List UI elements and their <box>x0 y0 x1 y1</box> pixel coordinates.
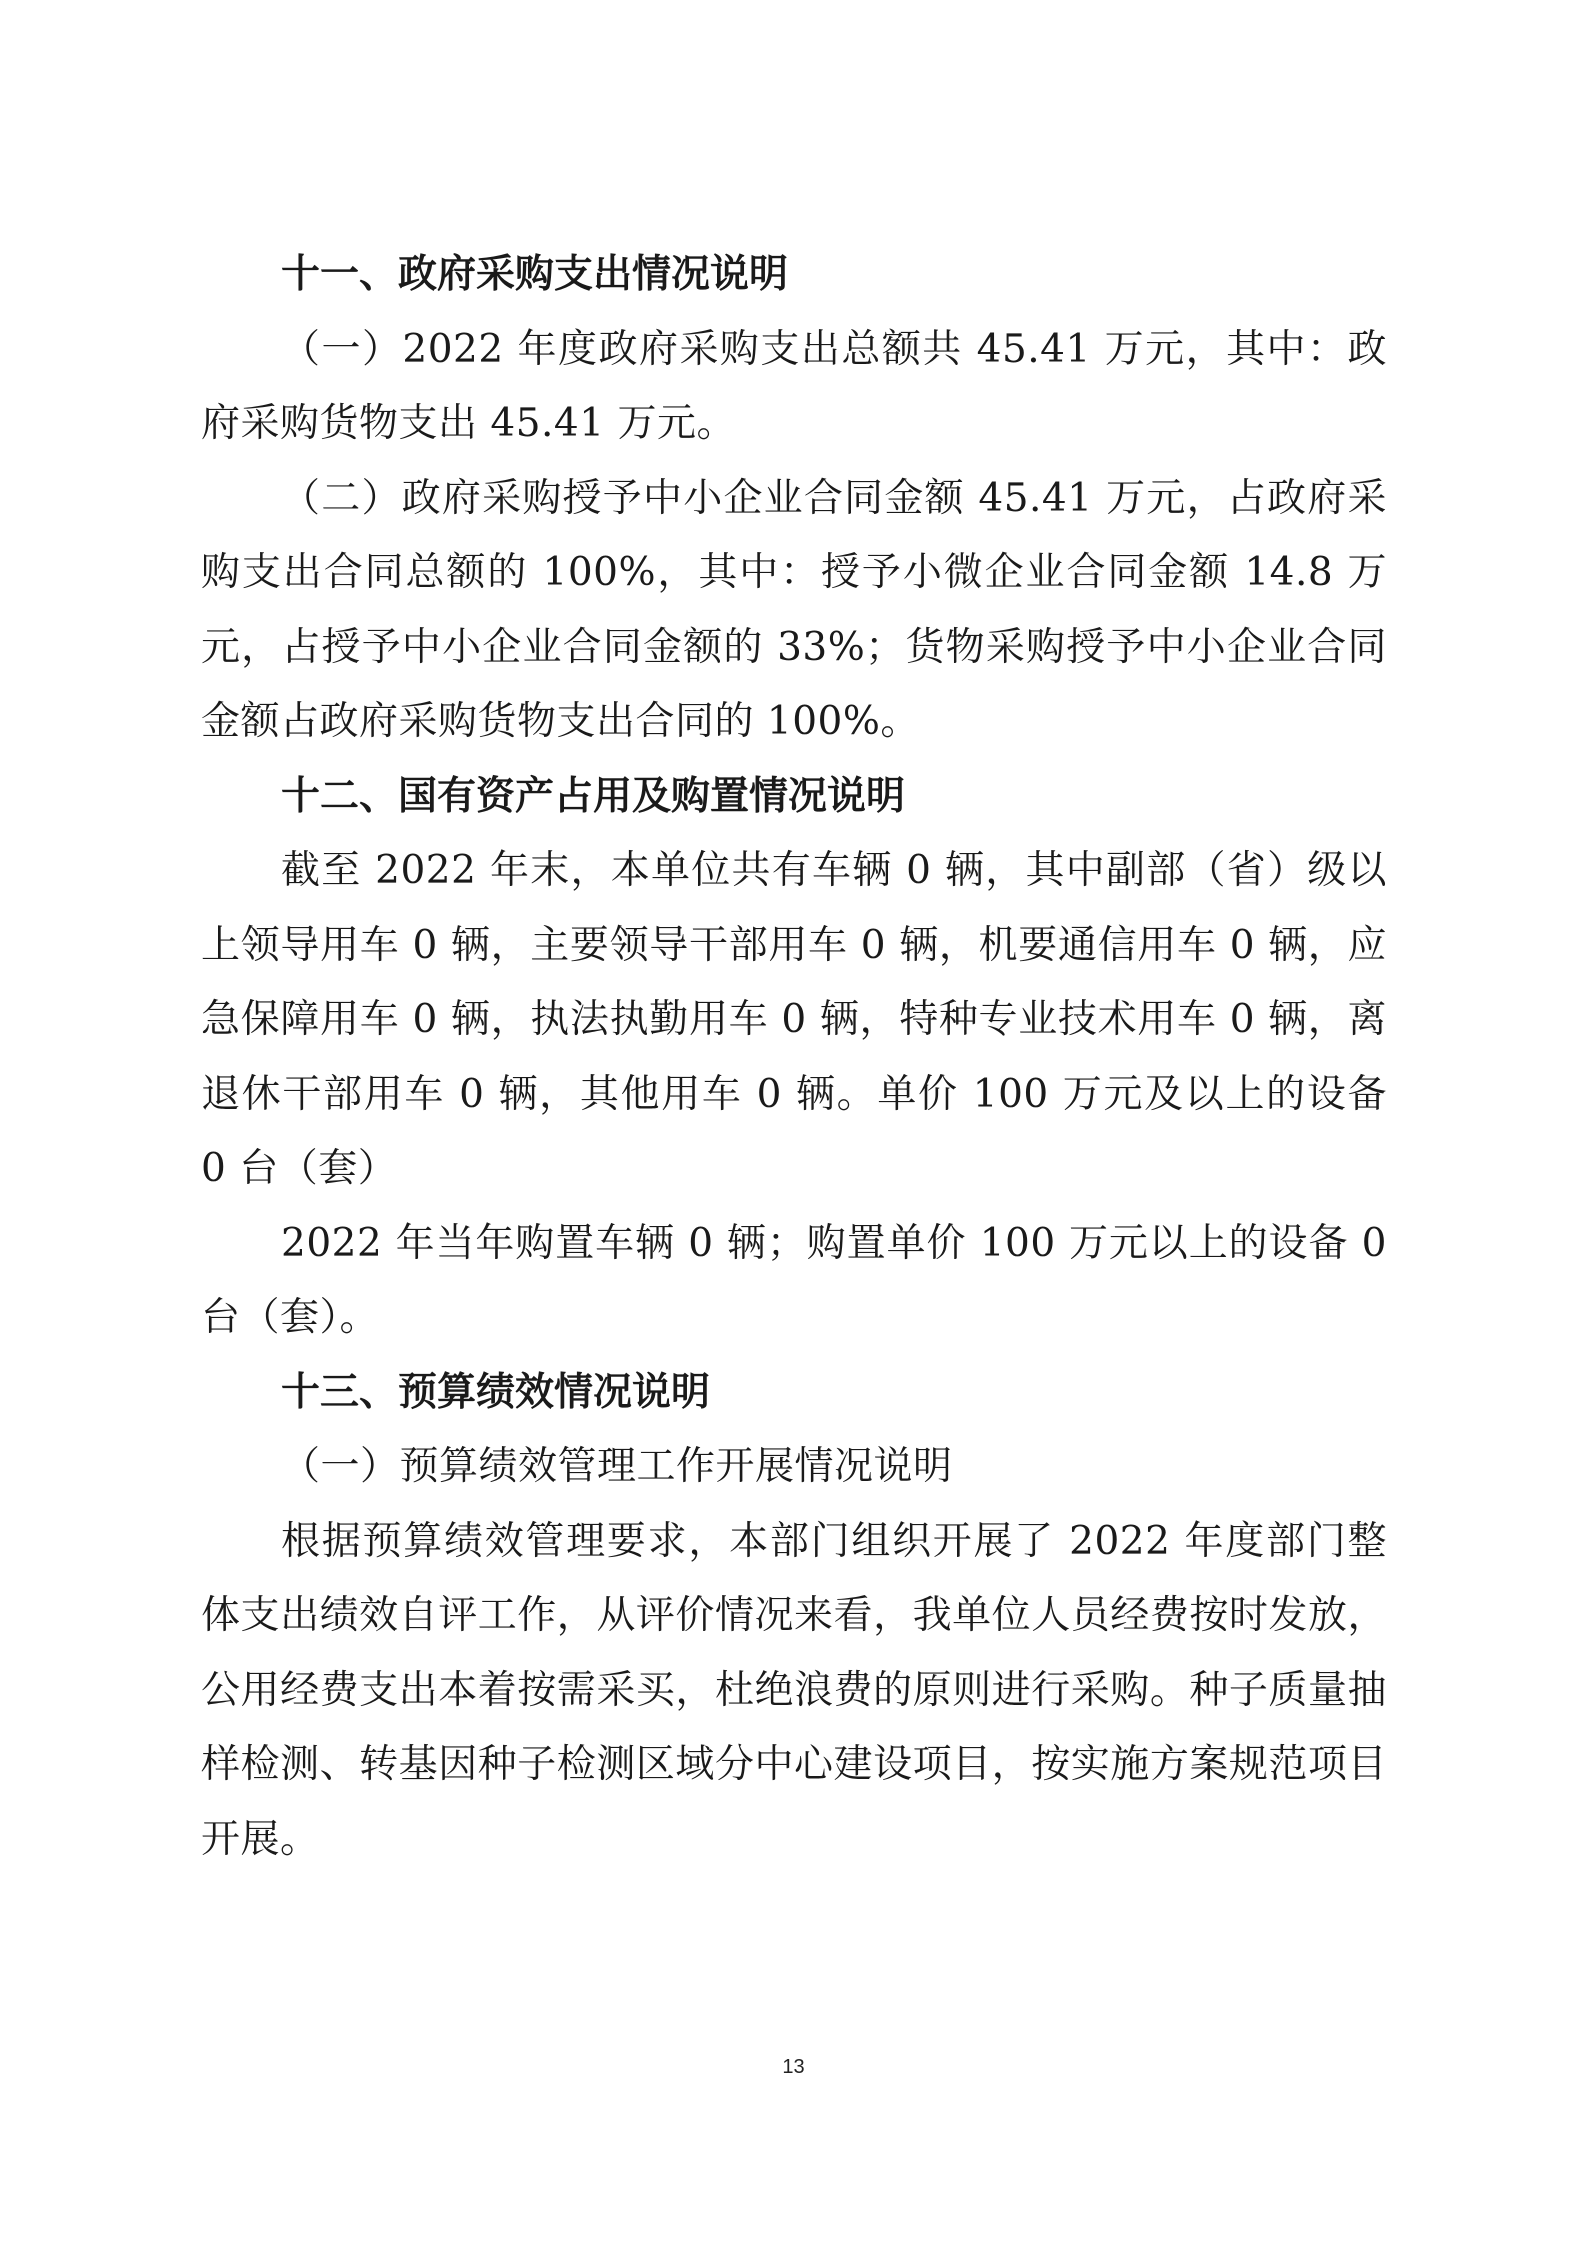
paragraph-13-1: 根据预算绩效管理要求，本部门组织开展了 2022 年度部门整体支出绩效自评工作，从评价情况来看，我单位人员经费按时发放，公用经费支出本着按需采买，杜绝浪费的原则进行采购。种子质量抽样检测、转基因种子检测区域分中心建设项目，按实施方案规范项目开展。 <box>201 1518 1387 1862</box>
subheading-13-1: （一）预算绩效管理工作开展情况说明 <box>281 1444 953 1489</box>
paragraph-12-2: 2022 年当年购置车辆 0 辆；购置单价 100 万元以上的设备 0 台（套）。 <box>201 1220 1387 1340</box>
paragraph-12-1: 截至 2022 年末，本单位共有车辆 0 辆，其中副部（省）级以上领导用车 0 辆，主要领导干部用车 0 辆，机要通信用车 0 辆，应急保障用车 0 辆，执法执勤用车 0 辆，特种专业技术用车 0 辆，离退休干部用车 0 辆，其他用车 0 辆。单价 100 万元及以上的设备 0 台（套） <box>201 848 1387 1191</box>
section-heading-12: 十二、国有资产占用及购置情况说明 <box>281 773 906 819</box>
section-heading-13: 十三、预算绩效情况说明 <box>281 1369 711 1415</box>
section-heading-11: 十一、政府采购支出情况说明 <box>281 252 789 297</box>
paragraph-11-2: （二）政府采购授予中小企业合同金额 45.41 万元，占政府采购支出合同总额的 100%，其中：授予小微企业合同金额 14.8 万元，占授予中小企业合同金额的 33%；货物采购授予中小企业合同金额占政府采购货物支出合同的 100%。 <box>201 475 1387 744</box>
paragraph-11-1: （一）2022 年度政府采购支出总额共 45.41 万元，其中：政府采购货物支出 45.41 万元。 <box>201 326 1387 446</box>
page-body <box>201 238 1387 1877</box>
page-number: 13 <box>782 2056 805 2078</box>
